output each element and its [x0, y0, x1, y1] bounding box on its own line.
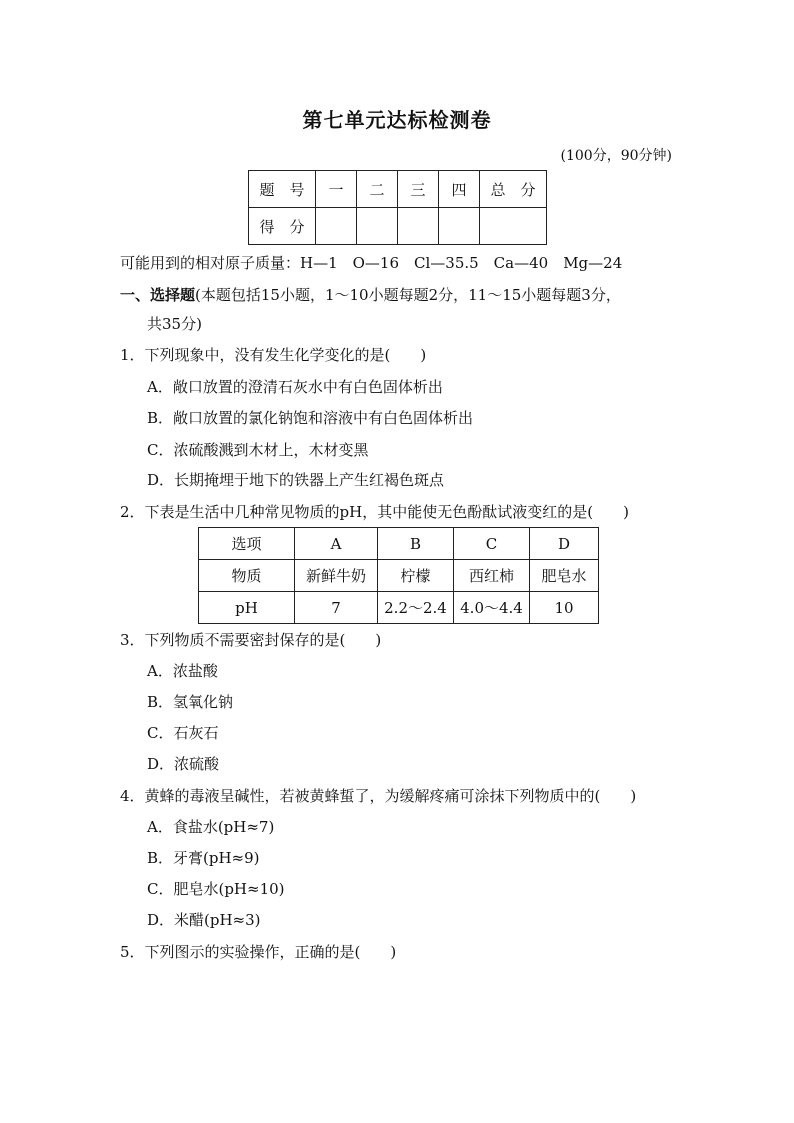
score-header-cell: 总 分 [480, 171, 547, 208]
option: B．牙膏(pH≈9) [147, 849, 260, 867]
option: B．敞口放置的氯化钠饱和溶液中有白色固体析出 [147, 409, 474, 427]
score-header-cell: 三 [398, 171, 439, 208]
ph-cell: 4.0～4.4 [454, 592, 530, 624]
ph-cell: 10 [530, 592, 599, 624]
ph-cell: 西红柿 [454, 560, 530, 592]
section-desc-cont: 共35分) [147, 315, 202, 333]
ph-table [198, 527, 599, 624]
score-value-row [249, 208, 547, 245]
ph-cell: B [378, 528, 454, 560]
option: D．长期掩埋于地下的铁器上产生红褐色斑点 [147, 471, 445, 489]
option: C．浓硫酸溅到木材上，木材变黑 [147, 441, 369, 459]
ph-cell: A [295, 528, 378, 560]
score-cell[interactable] [398, 208, 439, 245]
option: B．氢氧化钠 [147, 693, 234, 711]
exam-info: (100分，90分钟) [560, 148, 672, 164]
ph-row [199, 560, 599, 592]
ph-cell: D [530, 528, 599, 560]
question-stem: 2．下表是生活中几种常见物质的pH，其中能使无色酚酞试液变红的是( ) [120, 503, 629, 521]
ph-cell: 新鲜牛奶 [295, 560, 378, 592]
question-stem: 4．黄蜂的毒液呈碱性，若被黄蜂蜇了，为缓解疼痛可涂抹下列物质中的( ) [120, 787, 637, 805]
score-cell[interactable] [480, 208, 547, 245]
ph-cell: 2.2～2.4 [378, 592, 454, 624]
score-cell[interactable] [357, 208, 398, 245]
ph-cell: pH [199, 592, 295, 624]
option: A．敞口放置的澄清石灰水中有白色固体析出 [147, 378, 443, 396]
score-header-cell: 二 [357, 171, 398, 208]
ph-cell: 柠檬 [378, 560, 454, 592]
section-desc: (本题包括15小题，1～10小题每题2分，11～15小题每题3分， [195, 286, 621, 304]
option: D．浓硫酸 [147, 755, 220, 773]
section-intro [120, 285, 621, 305]
option: C．肥皂水(pH≈10) [147, 880, 285, 898]
ph-row [199, 592, 599, 624]
ph-cell: 7 [295, 592, 378, 624]
ph-cell: 肥皂水 [530, 560, 599, 592]
option: A．食盐水(pH≈7) [147, 818, 275, 836]
question-stem: 3．下列物质不需要密封保存的是( ) [120, 631, 382, 649]
ph-row [199, 528, 599, 560]
score-cell[interactable] [439, 208, 480, 245]
score-cell[interactable] [316, 208, 357, 245]
score-header-row [249, 171, 547, 208]
ph-cell: 选项 [199, 528, 295, 560]
ph-cell: C [454, 528, 530, 560]
ph-cell: 物质 [199, 560, 295, 592]
score-header-cell: 一 [316, 171, 357, 208]
option: A．浓盐酸 [147, 662, 218, 680]
score-header-cell: 四 [439, 171, 480, 208]
page-title: 第七单元达标检测卷 [302, 108, 492, 132]
section-heading: 一、选择题 [120, 286, 196, 304]
option: C．石灰石 [147, 724, 219, 742]
score-table [248, 170, 547, 245]
atomic-masses: 可能用到的相对原子质量：H—1 O—16 Cl—35.5 Ca—40 Mg—24 [120, 254, 623, 272]
option: D．米醋(pH≈3) [147, 911, 261, 929]
score-header-cell: 题 号 [249, 171, 316, 208]
question-stem: 5．下列图示的实验操作，正确的是( ) [120, 943, 397, 961]
score-row-label: 得 分 [249, 208, 316, 245]
question-stem: 1．下列现象中，没有发生化学变化的是( ) [120, 346, 427, 364]
